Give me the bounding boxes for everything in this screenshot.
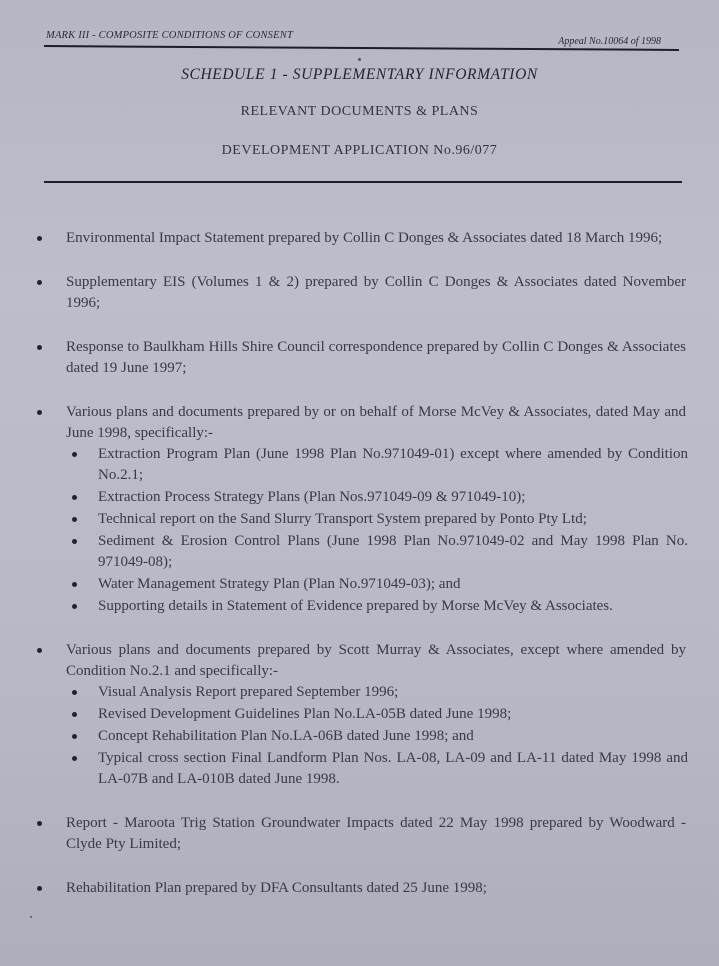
sub-list-item: Visual Analysis Report prepared September 1996;: [98, 682, 688, 703]
documents-subtitle: RELEVANT DOCUMENTS & PLANS: [240, 104, 479, 119]
list-item: Report - Maroota Trig Station Groundwater Impacts dated 22 May 1998 prepared by Woodward - Clyde Pty Limited;: [66, 813, 686, 855]
sub-list-item: Concept Rehabilitation Plan No.LA-06B dated June 1998; and: [98, 726, 688, 747]
sub-list-item: Extraction Program Plan (June 1998 Plan No.971049-01) except where amended by Condition No.2.1;: [98, 444, 688, 486]
title-rule: [44, 181, 682, 183]
paper-speck: [358, 58, 361, 61]
sub-list-item: Water Management Strategy Plan (Plan No.971049-03); and: [98, 574, 688, 595]
sub-list-item: Revised Development Guidelines Plan No.LA-05B dated June 1998;: [98, 704, 688, 725]
paper-speck: [30, 916, 32, 918]
list-item: Various plans and documents prepared by or on behalf of Morse McVey & Associates, dated May and June 1998, specifically:-: [66, 402, 686, 444]
sub-list-item: Typical cross section Final Landform Plan Nos. LA-08, LA-09 and LA-11 dated May 1998 and LA-07B and LA-010B dated June 1998.: [98, 748, 688, 790]
sub-list-item: Technical report on the Sand Slurry Transport System prepared by Ponto Pty Ltd;: [98, 509, 688, 530]
list-item: Response to Baulkham Hills Shire Council correspondence prepared by Collin C Donges & Associates dated 19 June 1997;: [66, 337, 686, 379]
documents-list: [0, 228, 719, 899]
application-subtitle: DEVELOPMENT APPLICATION No.96/077: [221, 143, 498, 158]
list-item: Supplementary EIS (Volumes 1 & 2) prepared by Collin C Donges & Associates dated November 1996;: [66, 272, 686, 314]
sub-list-item: Supporting details in Statement of Evidence prepared by Morse McVey & Associates.: [98, 596, 688, 617]
list-item: Rehabilitation Plan prepared by DFA Consultants dated 25 June 1998;: [66, 878, 686, 899]
list-item: Environmental Impact Statement prepared by Collin C Donges & Associates dated 18 March 1996;: [66, 228, 686, 249]
running-header-title: MARK III - COMPOSITE CONDITIONS OF CONSENT: [46, 30, 293, 41]
running-header-appeal-number: Appeal No.10064 of 1998: [558, 36, 661, 47]
sub-list-item: Sediment & Erosion Control Plans (June 1998 Plan No.971049-02 and May 1998 Plan No. 971049-08);: [98, 531, 688, 573]
schedule-title: SCHEDULE 1 - SUPPLEMENTARY INFORMATION: [181, 66, 538, 83]
sub-list-item: Extraction Process Strategy Plans (Plan Nos.971049-09 & 971049-10);: [98, 487, 688, 508]
list-item: Various plans and documents prepared by Scott Murray & Associates, except where amended by Condition No.2.1 and specifically:-: [66, 640, 686, 682]
